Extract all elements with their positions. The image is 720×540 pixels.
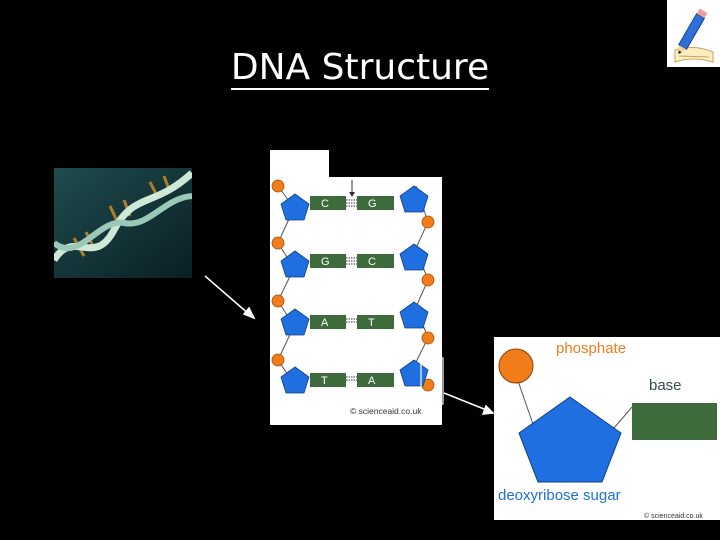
ladder-credit: © scienceaid.co.uk <box>350 406 422 416</box>
sugar-label: deoxyribose sugar <box>498 487 621 504</box>
base-label: base <box>649 377 682 394</box>
base-right-1: G <box>368 198 377 210</box>
pencil-notepad-icon <box>667 0 720 67</box>
base-right-4: A <box>368 375 376 387</box>
arrow-helix-to-ladder <box>205 276 250 315</box>
nucleotide-diagram <box>494 337 720 520</box>
base-left-3: A <box>321 317 329 329</box>
arrow-ladder-to-nucleotide <box>444 393 489 411</box>
slide-title-text: DNA Structure <box>230 47 490 88</box>
base-left-1: C <box>321 198 329 210</box>
base-left-4: T <box>321 375 328 387</box>
dna-ladder-diagram <box>270 150 442 425</box>
dna-helix-image <box>54 168 192 278</box>
base-left-2: G <box>321 256 330 268</box>
arrowhead-1 <box>244 308 254 318</box>
slide-title <box>0 44 720 92</box>
arrowhead-2 <box>483 406 493 414</box>
base-right-3: T <box>368 317 375 329</box>
nucleotide-credit: © scienceaid.co.uk <box>644 513 703 520</box>
phosphate-label: phosphate <box>556 340 627 357</box>
base-right-2: C <box>368 256 376 268</box>
